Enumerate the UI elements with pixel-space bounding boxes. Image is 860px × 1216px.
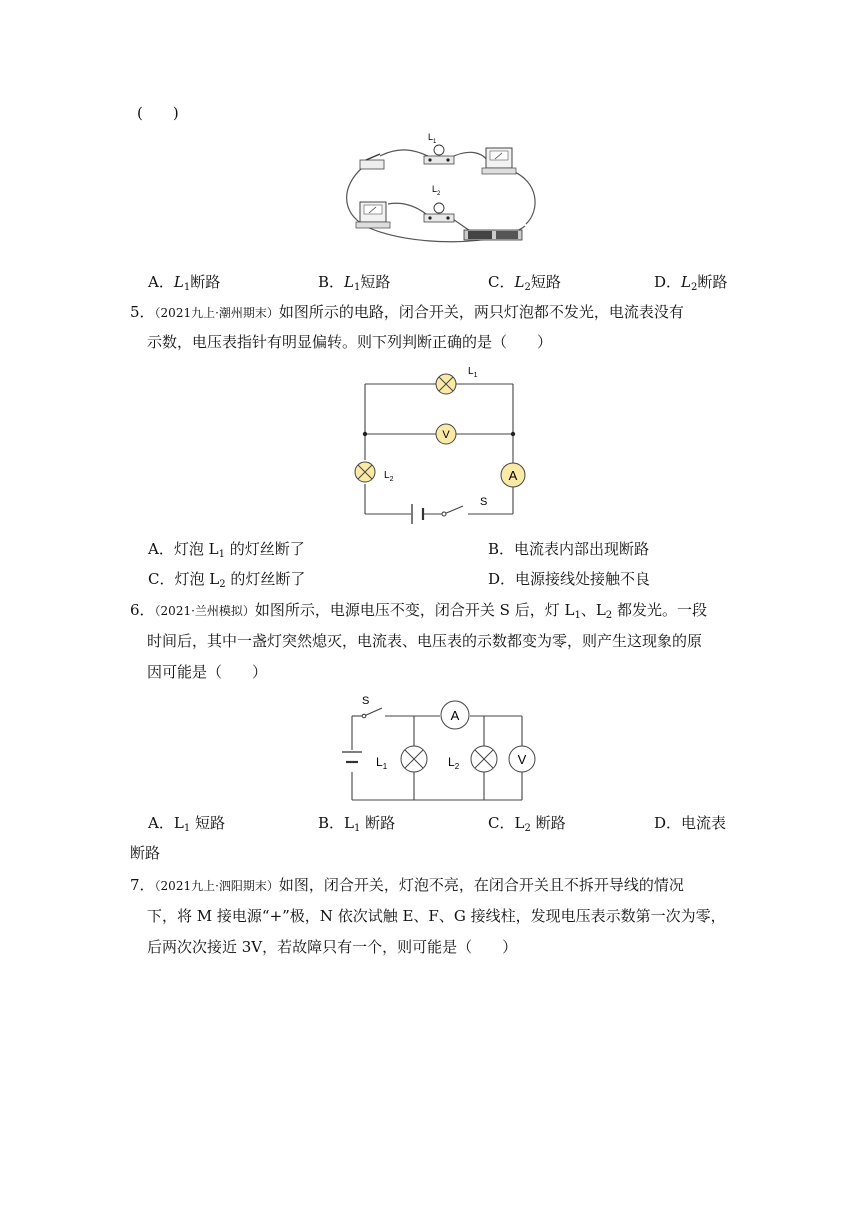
q5-junction-left [363, 432, 367, 436]
q6-option-b[interactable]: B．$L_1$ 断路 [318, 814, 396, 834]
q6-label-s: S [362, 695, 370, 707]
q6-option-a[interactable]: A．$L_1$ 短路 [148, 814, 225, 834]
q6-circuit-figure [330, 690, 550, 808]
svg-text:A: A [508, 468, 518, 483]
svg-text:A: A [450, 708, 460, 723]
q5-ammeter [501, 463, 525, 487]
q4-option-d[interactable]: D．$L_2$断路 [654, 273, 728, 293]
q5-switch [442, 512, 446, 516]
q5-lamp-l1 [436, 374, 456, 394]
q4-option-c[interactable]: C．$L_2$短路 [488, 273, 561, 293]
q4-meter-bottom [356, 202, 390, 228]
q6-ammeter [441, 701, 469, 729]
q5-option-c[interactable]: C．灯泡 $L_2$ 的灯丝断了 [148, 570, 306, 590]
q5-battery [412, 504, 423, 524]
q5-option-d[interactable]: D．电源接线处接触不良 [488, 570, 651, 588]
q5-voltmeter [436, 424, 456, 444]
q6-option-c[interactable]: C．$L_2$ 断路 [488, 814, 566, 834]
q6-option-d[interactable]: D．电流表 [654, 814, 727, 832]
q6-lamp-l2 [471, 746, 497, 772]
svg-text:V: V [517, 752, 527, 767]
q6-stem-line3: 因可能是（ ） [147, 663, 268, 681]
q6-voltmeter [509, 746, 535, 772]
q4-option-a[interactable]: A．$L_1$断路 [148, 273, 221, 293]
q4-lamp-l1 [424, 145, 454, 164]
q7-stem-line3: 后两次次接近 3V，若故障只有一个，则可能是（ ） [147, 938, 518, 956]
q5-stem-line1: 5．（2021九上·潮州期末）如图所示的电路，闭合开关，两只灯泡都不发光，电流表没有 [130, 303, 684, 321]
q5-option-a[interactable]: A．灯泡 $L_1$ 的灯丝断了 [148, 540, 305, 560]
q6-battery [342, 752, 362, 762]
q7-stem-line1: 7．（2021九上·泗阳期末）如图，闭合开关，灯泡不亮，在闭合开关且不拆开导线的情况 [130, 876, 684, 894]
q5-label-l2: $L_2$ [384, 470, 394, 483]
q5-junction-right [511, 432, 515, 436]
q6-label-l2: $L_2$ [448, 755, 460, 771]
q4-answer-paren: ( ) [137, 104, 179, 122]
q4-label-l2: $L_2$ [432, 184, 441, 197]
svg-text:V: V [442, 429, 450, 441]
q4-meter-top [482, 148, 516, 174]
q6-label-l1: $L_1$ [376, 755, 388, 771]
q4-option-b[interactable]: B．$L_1$短路 [318, 273, 391, 293]
q4-battery-pack [464, 230, 522, 240]
q4-wire-switch-l1 [380, 150, 428, 156]
q7-stem-line2: 下，将 M 接电源“+”极，N 依次试触 E、F、G 接线柱，发现电压表示数第一次为零， [147, 907, 726, 925]
q6-stem-line2: 时间后，其中一盏灯突然熄灭，电流表、电压表的示数都变为零，则产生这现象的原 [147, 632, 703, 650]
q5-label-s: S [480, 496, 488, 508]
q4-wire-l1-meter [450, 152, 488, 161]
q6-switch [362, 714, 366, 718]
q4-circuit-figure [340, 126, 540, 246]
q4-wire-meter-battery [510, 170, 535, 224]
q5-option-b[interactable]: B．电流表内部出现断路 [488, 540, 650, 558]
q6-option-d-wrap: 断路 [130, 844, 161, 862]
q5-lamp-l2 [355, 462, 375, 482]
q5-label-l1: $L_1$ [468, 366, 478, 379]
q4-lamp-l2 [424, 203, 454, 222]
q4-wire-meter2-l2 [388, 203, 426, 214]
q5-stem-line2: 示数，电压表指针有明显偏转。则下列判断正确的是（ ） [147, 333, 553, 351]
q6-stem-line1: 6．（2021·兰州模拟）如图所示，电源电压不变，闭合开关 S 后，灯 $L_1$、$L_2$ 都发光。一段 [130, 601, 707, 621]
q4-label-l1: $L_1$ [428, 132, 437, 145]
q6-lamp-l1 [401, 746, 427, 772]
q5-circuit-figure [340, 360, 540, 532]
